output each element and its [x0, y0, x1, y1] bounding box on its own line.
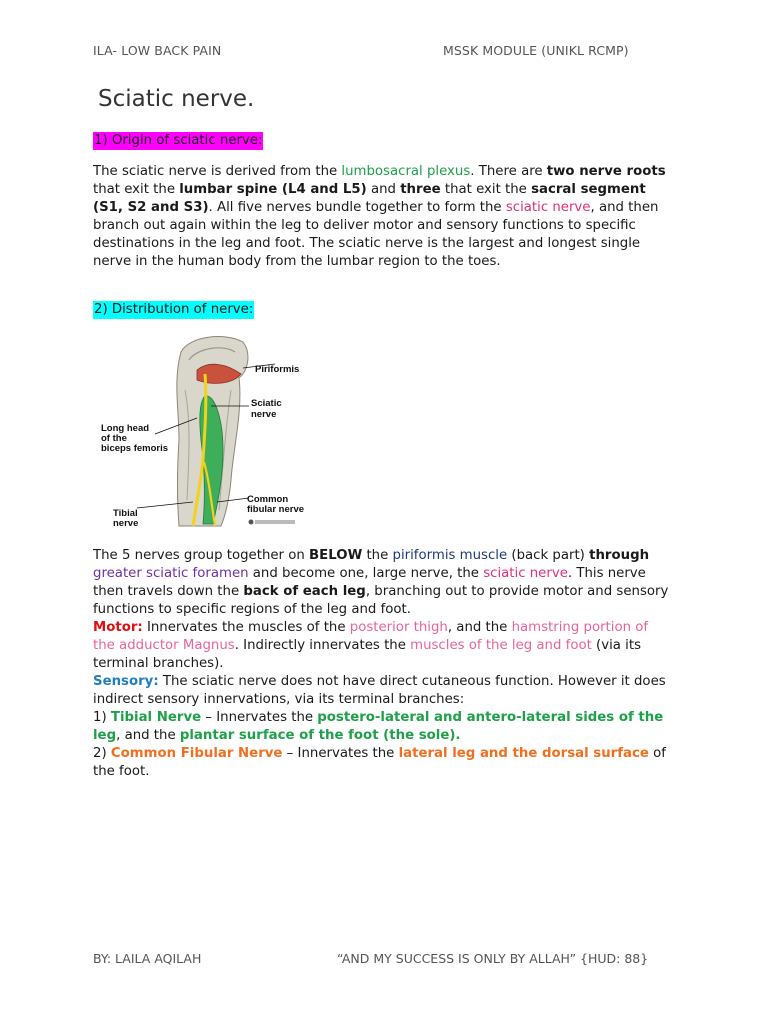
page-title: Sciatic nerve. [98, 86, 255, 112]
distribution-paragraph: The 5 nerves group together on BELOW the piriformis muscle (back part) through greater sciatic foramen and become one, large nerve, the sciatic nerve. This nerve then travels down the back of each leg, branching out to provide motor and sensory functions to specific regions of the leg and foot. Motor: Innervates the muscles of the posterior thigh, and the hamstring portion of the adductor Magnus. Indirectly innervates the muscles of the leg and foot (via its terminal branches). Sensory: The sciatic nerve does not have direct cutaneous function. However it does indirect sensory innervations, via its terminal branches: 1) Tibial Nerve – Innervates the postero-lateral and antero-lateral sides of the leg, and the plantar surface of the foot (the sole). 2) Common Fibular Nerve – Innervates the lateral leg and the dorsal surface of the foot. [93, 547, 673, 781]
sensory-paragraph: Sensory: The sciatic nerve does not have direct cutaneous function. However it does indirect sensory innervations, via its terminal branches: [93, 674, 666, 707]
label-biceps-femoris: biceps femoris [101, 443, 169, 454]
motor-paragraph: Motor: Innervates the muscles of the posterior thigh, and the hamstring portion of the adductor Magnus. Indirectly innervates the muscles of the leg and foot (via its terminal branches). [93, 620, 649, 671]
label-sciatic-nerve: nerve [251, 409, 277, 420]
label-tibial-nerve: nerve [113, 518, 139, 529]
section-heading-origin: 1) Origin of sciatic nerve: [94, 133, 263, 148]
label-sciatic: Sciatic [251, 398, 282, 409]
footer-right: “AND MY SUCCESS IS ONLY BY ALLAH” {HUD: 88} [337, 951, 649, 966]
header-right: MSSK MODULE (UNIKL RCMP) [443, 43, 629, 58]
label-fibular-nerve: fibular nerve [247, 504, 305, 515]
label-piriformis: Piriformis [255, 364, 300, 375]
sciatic-nerve-anatomy-figure [93, 330, 319, 530]
origin-paragraph: The sciatic nerve is derived from the lumbosacral plexus. There are two nerve roots that exit the lumbar spine (L4 and L5) and three that exit the sacral segment (S1, S2 and S3). All five nerves bundle together to form the sciatic nerve, and then branch out again within the leg to deliver motor and sensory functions to specific destinations in the leg and foot. The sciatic nerve is the largest and longest single nerve in the human body from the lumbar region to the toes. [93, 164, 666, 269]
section-heading-distribution: 2) Distribution of nerve: [94, 302, 254, 317]
list-item-common-fibular: 2) Common Fibular Nerve – Innervates the lateral leg and the dorsal surface of the foot. [93, 746, 666, 779]
copyright-text-mark [255, 520, 295, 524]
label-tibial: Tibial [113, 508, 138, 519]
footer-left: BY: LAILA AQILAH [93, 951, 202, 966]
label-common: Common [247, 494, 289, 505]
list-item-tibial: 1) Tibial Nerve – Innervates the postero-lateral and antero-lateral sides of the leg, and the plantar surface of the foot (the sole). [93, 710, 664, 743]
label-long-head: Long head [101, 423, 150, 434]
header-left: ILA- LOW BACK PAIN [93, 43, 222, 58]
label-of-the: of the [101, 433, 127, 444]
copyright-mark-icon [249, 520, 254, 525]
